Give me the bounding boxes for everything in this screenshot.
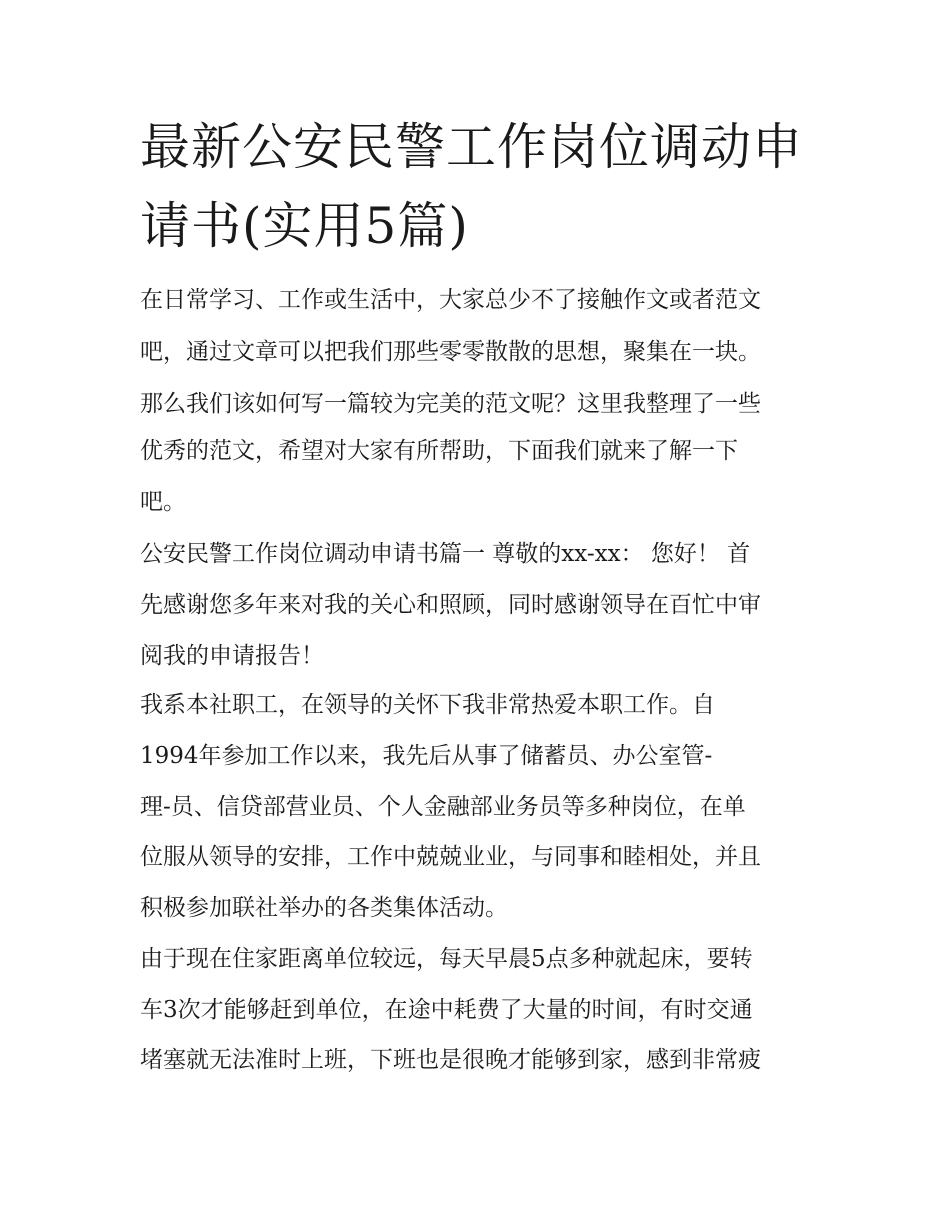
body-line-13: 积极参加联社举办的各类集体活动。 bbox=[140, 895, 508, 921]
document-title-line-1: 最新公安民警工作岗位调动申 bbox=[140, 118, 803, 176]
body-line-1: 在日常学习、工作或生活中，大家总少不了接触作文或者范文 bbox=[140, 287, 761, 313]
body-line-12: 位服从领导的安排，工作中兢兢业业，与同事和睦相处，并且 bbox=[140, 844, 761, 870]
body-line-8: 阅我的申请报告！ bbox=[140, 643, 324, 669]
body-line-5: 吧。 bbox=[140, 489, 186, 515]
body-line-7: 先感谢您多年来对我的关心和照顾，同时感谢领导在百忙中审 bbox=[140, 592, 761, 618]
body-line-4: 优秀的范文，希望对大家有所帮助，下面我们就来了解一下 bbox=[140, 438, 738, 464]
body-line-14: 由于现在住家距离单位较远，每天早晨5点多种就起床，要转 bbox=[140, 946, 753, 972]
body-line-9: 我系本社职工，在领导的关怀下我非常热爱本职工作。自 bbox=[140, 692, 715, 718]
body-line-11: 理-员、信贷部营业员、个人金融部业务员等多种岗位，在单 bbox=[140, 794, 746, 820]
document-title-line-2: 请书(实用5篇) bbox=[140, 197, 469, 255]
body-line-16: 堵塞就无法准时上班，下班也是很晚才能够到家，感到非常疲 bbox=[140, 1047, 761, 1073]
body-line-3: 那么我们该如何写一篇较为完美的范文呢？这里我整理了一些 bbox=[140, 391, 761, 417]
body-line-6: 公安民警工作岗位调动申请书篇一 尊敬的xx-xx： 您好！ 首 bbox=[140, 541, 751, 567]
body-line-15: 车3次才能够赶到单位，在途中耗费了大量的时间，有时交通 bbox=[140, 997, 753, 1023]
body-line-2: 吧，通过文章可以把我们那些零零散散的思想，聚集在一块。 bbox=[140, 339, 761, 365]
body-line-10: 1994年参加工作以来，我先后从事了储蓄员、办公室管- bbox=[140, 743, 713, 769]
